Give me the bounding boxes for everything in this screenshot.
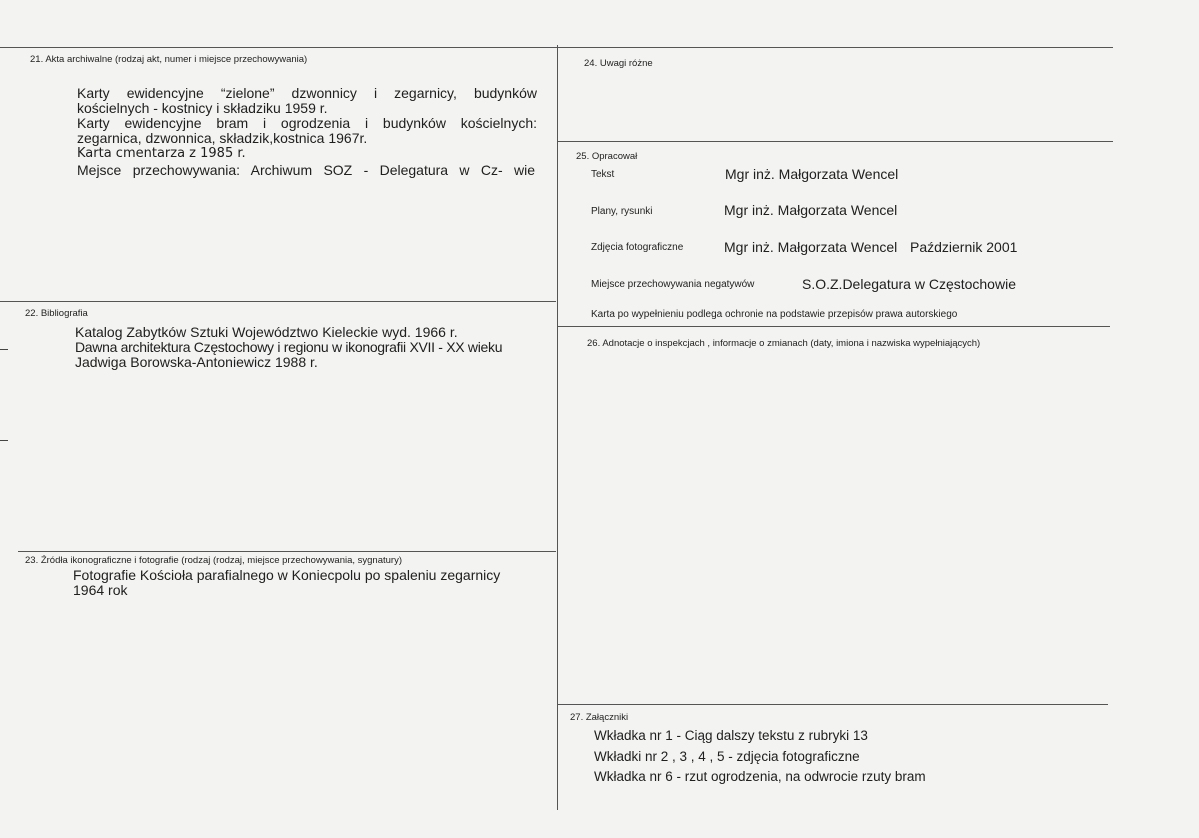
margin-tick	[0, 440, 8, 441]
negatywy-value: S.O.Z.Delegatura w Częstochowie	[802, 276, 1016, 292]
section-23-label: 23. Źródła ikonograficzne i fotografie (rodzaj (rodzaj, miejsce przechowywania, sygnatury)	[25, 555, 403, 566]
section-21-label: 21. Akta archiwalne (rodzaj akt, numer i miejsce przechowywania)	[30, 54, 308, 65]
zdjecia-label: Zdjęcia fotograficzne	[591, 242, 684, 253]
rule-22-23	[18, 551, 556, 552]
section-21-line: Karty ewidencyjne “zielone” dzwonnicy i zegarnicy, budynków	[77, 85, 537, 101]
section-22-line: Jadwiga Borowska-Antoniewicz 1988 r.	[75, 354, 318, 370]
section-22-content	[75, 325, 555, 370]
section-24-label: 24. Uwagi różne	[584, 58, 653, 69]
section-21-line: kościelnych - kostnicy i składziku 1959 r.	[77, 100, 328, 116]
tekst-label: Tekst	[591, 169, 615, 180]
attachment-item: Wkładka nr 6 - rzut ogrodzenia, na odwrocie rzuty bram	[594, 769, 926, 784]
section-23-line: 1964 rok	[73, 582, 128, 598]
section-23-content	[73, 568, 553, 598]
column-divider	[557, 45, 558, 810]
rule-21-22	[0, 301, 556, 302]
section-22-line: Katalog Zabytków Sztuki Województwo Kieleckie wyd. 1966 r.	[75, 324, 458, 340]
margin-tick	[0, 349, 8, 350]
zdjecia-date: Październik 2001	[910, 239, 1018, 255]
section-21-line: Karty ewidencyjne bram i ogrodzenia i budynków kościelnych:	[77, 115, 537, 131]
section-21-line: zegarnica, dzwonnica, składzik,kostnica 1967r.	[77, 130, 368, 146]
section-21-line: Karta cmentarza z 1985 r.	[77, 146, 246, 161]
copyright-note: Karta po wypełnieniu podlega ochronie na podstawie przepisów prawa autorskiego	[591, 309, 958, 320]
tekst-value: Mgr inż. Małgorzata Wencel	[725, 166, 899, 182]
negatywy-label: Miejsce przechowywania negatywów	[591, 279, 755, 290]
attachment-item: Wkładki nr 2 , 3 , 4 , 5 - zdjęcia fotograficzne	[594, 749, 860, 764]
section-23-line: Fotografie Kościoła parafialnego w Koniecpolu po spaleniu zegarnicy	[73, 567, 501, 583]
section-27-label: 27. Załączniki	[570, 712, 629, 723]
zdjecia-value: Mgr inż. Małgorzata Wencel	[724, 239, 898, 255]
section-21-content	[77, 86, 537, 178]
rule-24-25	[558, 141, 1113, 142]
rule-26-27	[558, 704, 1108, 705]
plany-label: Plany, rysunki	[591, 206, 653, 217]
attachment-item: Wkładka nr 1 - Ciąg dalszy tekstu z rubryki 13	[594, 728, 868, 743]
section-21-line: Mejsce przechowywania: Archiwum SOZ - Delegatura w Cz- wie	[77, 162, 535, 178]
section-22-label: 22. Bibliografia	[25, 308, 88, 319]
section-25-label: 25. Opracował	[576, 151, 638, 162]
section-26-label: 26. Adnotacje o inspekcjach , informacje o zmianach (daty, imiona i nazwiska wypełniających)	[587, 338, 981, 349]
rule-25-26	[558, 326, 1110, 327]
section-22-line: Dawna architektura Częstochowy i regionu w ikonografii XVII - XX wieku	[75, 339, 503, 355]
plany-value: Mgr inż. Małgorzata Wencel	[724, 202, 898, 218]
